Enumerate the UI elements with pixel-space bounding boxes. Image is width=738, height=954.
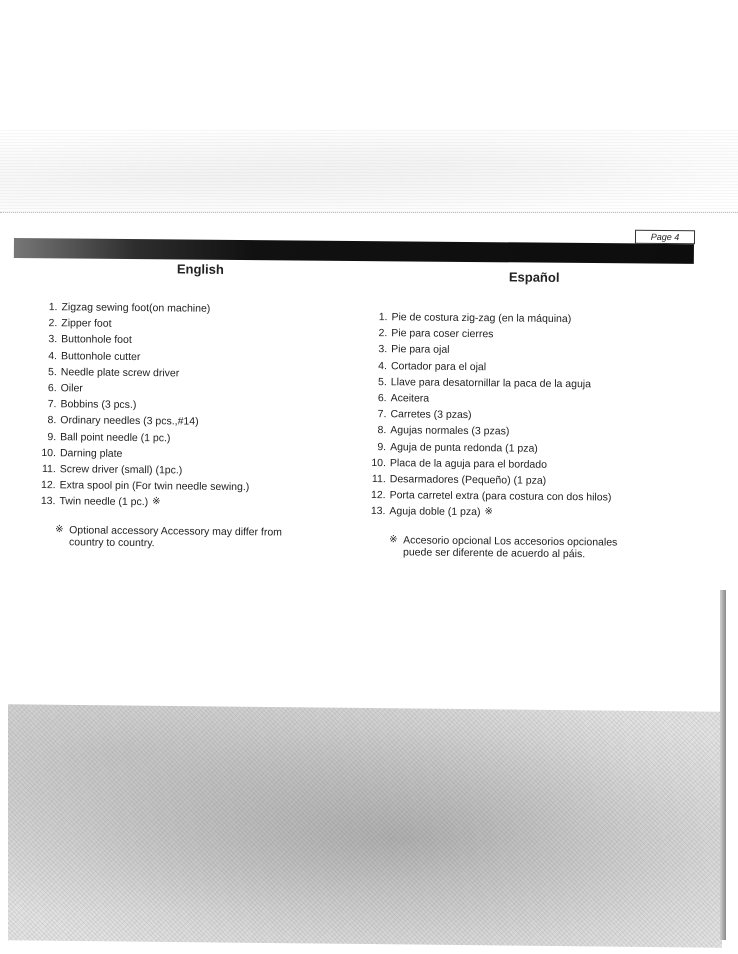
item-text: Placa de la aguja para el bordado (389, 457, 548, 471)
item-text: Twin needle (1 pc.) (59, 495, 149, 509)
optional-mark-icon: ※ (389, 533, 398, 545)
item-number: 12. (40, 479, 56, 492)
item-text: Aceitera (390, 392, 430, 405)
list-item (41, 364, 361, 384)
item-number: 1. (378, 311, 388, 324)
note-line: Optional accessory Accessory may differ from (69, 523, 283, 539)
item-number: 5. (48, 365, 57, 378)
note-line: puede ser diferente de acuerdo al páis. (402, 545, 586, 560)
item-text: Buttonhole cutter (60, 349, 141, 363)
spanish-accessory-list (369, 309, 701, 523)
list-item (39, 493, 359, 513)
item-number: 8. (377, 424, 387, 437)
item-number: 11. (41, 463, 56, 476)
item-text: Agujas normales (3 pzas) (390, 424, 510, 438)
item-text: Pie de costura zig-zag (en la máquina) (391, 311, 572, 326)
item-text: Ordinary needles (3 pcs.,#14) (60, 414, 199, 429)
optional-mark-icon: ※ (484, 506, 493, 518)
item-number: 4. (378, 359, 388, 372)
item-number: 11. (371, 473, 386, 486)
item-number: 4. (48, 349, 58, 362)
item-text: Zipper foot (61, 317, 112, 330)
item-text: Darning plate (59, 447, 123, 460)
item-number: 8. (47, 414, 57, 427)
item-text: Ball point needle (1 pc.) (60, 430, 171, 444)
item-text: Aguja de punta redonda (1 pza) (390, 440, 538, 455)
item-number: 13. (40, 495, 56, 508)
item-text: Needle plate screw driver (60, 366, 180, 380)
note-line: Accesorio opcional Los accesorios opcionales (403, 533, 618, 549)
spanish-column (369, 268, 702, 561)
scan-noise-bottom (8, 704, 722, 947)
item-text: Oiler (60, 382, 83, 395)
item-text: Desarmadores (Pequeño) (1 pza) (389, 473, 547, 487)
item-number: 7. (47, 398, 57, 411)
page-number: Page 4 (635, 230, 695, 245)
scan-noise-top (0, 130, 738, 213)
english-accessory-list (39, 299, 361, 513)
list-item (369, 503, 699, 523)
note-text (403, 534, 617, 560)
spanish-title: Español (508, 269, 560, 285)
item-text: Carretes (3 pzas) (390, 408, 472, 422)
item-number: 9. (47, 430, 57, 443)
item-number: 1. (48, 301, 58, 314)
item-text: Cortador para el ojal (390, 359, 487, 373)
item-number: 10. (371, 456, 387, 469)
item-number: 13. (370, 505, 386, 518)
item-number: 6. (47, 382, 57, 395)
item-number: 12. (370, 489, 386, 502)
item-text: Aguja doble (1 pza) (389, 505, 481, 519)
english-title: English (176, 261, 224, 277)
optional-accessory-note (369, 534, 699, 561)
item-number: 2. (48, 317, 58, 330)
english-column (39, 260, 362, 551)
item-text: Extra spool pin (For twin needle sewing.) (59, 479, 250, 494)
item-number: 2. (378, 327, 388, 340)
item-number: 7. (377, 408, 387, 421)
item-number: 5. (377, 375, 387, 388)
item-text: Buttonhole foot (61, 333, 132, 347)
optional-accessory-note (39, 524, 359, 551)
item-text: Screw driver (small) (1pc.) (59, 463, 183, 477)
item-number: 3. (378, 343, 388, 356)
note-text (69, 524, 282, 550)
scan-edge-shadow (720, 590, 726, 940)
item-number: 3. (48, 333, 58, 346)
item-number: 6. (377, 392, 387, 405)
optional-mark-icon: ※ (55, 523, 64, 535)
item-text: Bobbins (3 pcs.) (60, 398, 137, 412)
optional-mark-icon: ※ (152, 496, 161, 508)
item-number: 9. (377, 440, 387, 453)
item-text: Pie para ojal (391, 343, 450, 357)
item-number: 10. (41, 446, 57, 459)
item-text: Porta carretel extra (para costura con dos hilos) (389, 489, 612, 504)
item-text: Llave para desatornillar la paca de la aguja (390, 376, 592, 391)
note-line: country to country. (68, 535, 155, 549)
item-text: Pie para coser cierres (391, 327, 494, 341)
item-text: Zigzag sewing foot(on machine) (61, 301, 211, 315)
